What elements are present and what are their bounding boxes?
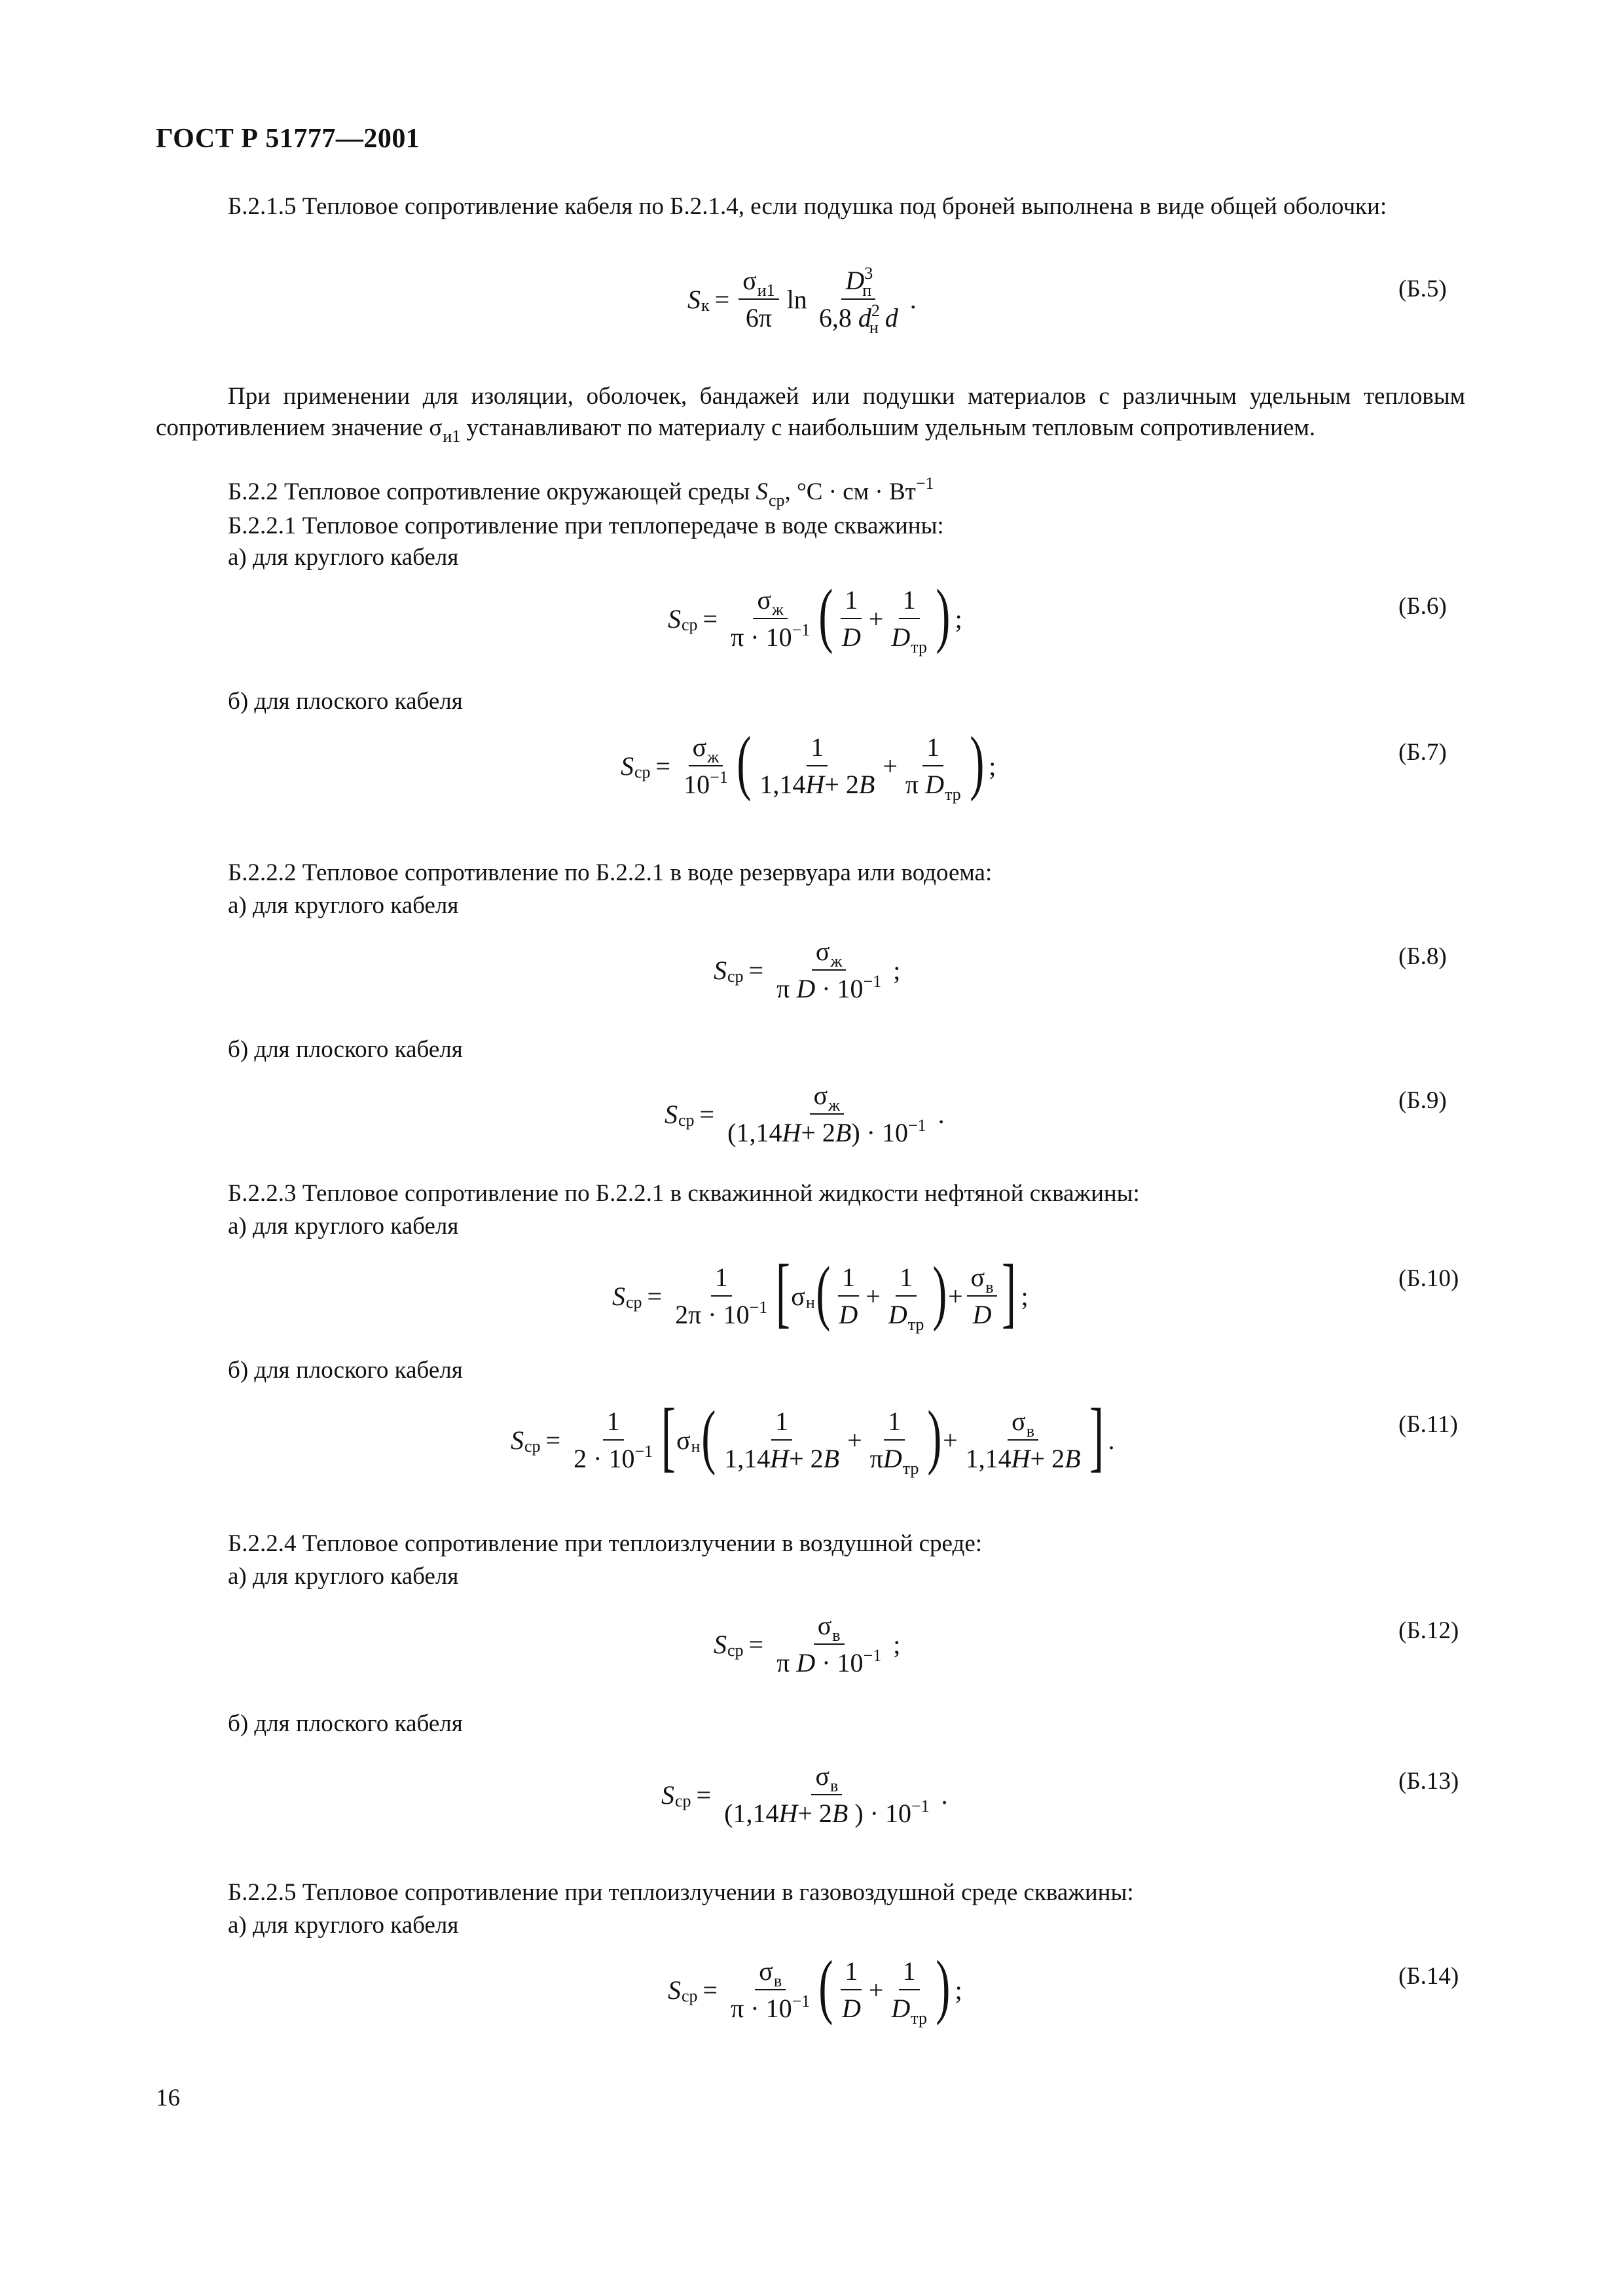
heading-b2221: Б.2.2.1 Тепловое сопротивление при теплопередаче в воде скважины: — [228, 512, 944, 539]
equation-number: (Б.5) — [1398, 276, 1447, 302]
item-round-cable: а) для круглого кабеля — [228, 1912, 459, 1939]
paragraph-materials: При применении для изоляции, оболочек, бандажей или подушки материалов с различным удельным тепловым сопротивлением значение $\sigma_{и1}$ устанавливают по материалу с наибольшим удельным тепловым сопротивлением. — [156, 383, 1465, 446]
heading-b22: Б.2.2 Тепловое сопротивление окружающей среды $S_{ср}$, °С · см · $Вт^{-1}$ — [228, 474, 934, 510]
formula-b6: S ср = $\frac{\sigma_ж}{\pi \cdot 10^{-1}}$ ( $\frac{1}{D}$ + $\frac{1}{D_{тр}}$ ) ; — [668, 575, 962, 656]
formula-b11: S ср = $\frac{1}{2 \cdot 10^{-1}}$ [ σ н ( $\frac{1}{1,14H+ 2B}$ + $\frac{1}{\pi D_{тр}}$ ) + $\frac{\sigma_в}{1,14H+ 2B}$ ] . — [511, 1392, 1115, 1479]
item-flat-cable: б) для плоского кабеля — [228, 1036, 463, 1063]
equation-number: (Б.10) — [1398, 1265, 1459, 1292]
equation-number: (Б.12) — [1398, 1617, 1459, 1644]
formula-b13: S ср = $\frac{\sigma_в}{(1,14H+ 2B ) \cdot 10^{-1}}$ . — [661, 1761, 948, 1828]
heading-b2223: Б.2.2.3 Тепловое сопротивление по Б.2.2.1 в скважинной жидкости нефтяной скважины: — [228, 1180, 1140, 1207]
heading-b2225: Б.2.2.5 Тепловое сопротивление при теплоизлучении в газовоздушной среде скважины: — [228, 1879, 1134, 1906]
formula-b14: S ср = $\frac{\sigma_в}{\pi \cdot 10^{-1}}$ ( $\frac{1}{D}$ + $\frac{1}{D_{тр}}$ ) ; — [668, 1946, 962, 2028]
formula-b9: S ср = $\frac{\sigma_ж}{(1,14H+ 2B) \cdot 10^{-1}}$ . — [665, 1081, 945, 1147]
item-flat-cable: б) для плоского кабеля — [228, 1710, 463, 1737]
equation-number: (Б.9) — [1398, 1087, 1447, 1114]
item-round-cable: а) для круглого кабеля — [228, 1563, 459, 1590]
formula-b8: S ср = $\frac{\sigma_ж}{\pi D \cdot 10^{-1}}$ ; — [714, 937, 901, 1003]
equation-number: (Б.6) — [1398, 593, 1447, 620]
equation-number: (Б.11) — [1398, 1411, 1458, 1438]
formula-b7: S ср = $\frac{\sigma_ж}{10^{-1}}$ ( $\frac{1}{1,14H+ 2B}$ + $\frac{1}{\pi D_{тр}}$ ) ; — [621, 722, 996, 804]
equation-number: (Б.14) — [1398, 1963, 1459, 1990]
paragraph-b215: Б.2.1.5 Тепловое сопротивление кабеля по Б.2.1.4, если подушка под броней выполнена в виде общей оболочки: — [228, 193, 1387, 220]
formula-b12: S ср = $\frac{\sigma_в}{\pi D \cdot 10^{-1}}$ ; — [714, 1611, 901, 1677]
formula-b5: S к = $\frac{\sigma_{и1}}{6\pi}$ ln $\frac{D^3_п}{6,8 d^2_н d}$ . — [687, 264, 917, 337]
heading-b2224: Б.2.2.4 Тепловое сопротивление при теплоизлучении в воздушной среде: — [228, 1530, 983, 1557]
equation-number: (Б.8) — [1398, 943, 1447, 970]
equation-number: (Б.7) — [1398, 739, 1447, 766]
item-round-cable: а) для круглого кабеля — [228, 1213, 459, 1240]
item-flat-cable: б) для плоского кабеля — [228, 1357, 463, 1384]
equation-number: (Б.13) — [1398, 1768, 1459, 1795]
item-round-cable: а) для круглого кабеля — [228, 544, 459, 571]
heading-b2222: Б.2.2.2 Тепловое сопротивление по Б.2.2.1 в воде резервуара или водоема: — [228, 859, 993, 886]
page-number: 16 — [156, 2085, 180, 2111]
page-header: ГОСТ Р 51777—2001 — [156, 124, 420, 154]
formula-b10: S ср = $\frac{1}{2\pi \cdot 10^{-1}}$ [ σ н ( $\frac{1}{D}$ + $\frac{1}{D_{тр}}$ ) + $\frac{\sigma_в}{D}$ ] ; — [612, 1248, 1029, 1335]
item-round-cable: а) для круглого кабеля — [228, 892, 459, 919]
item-flat-cable: б) для плоского кабеля — [228, 688, 463, 715]
